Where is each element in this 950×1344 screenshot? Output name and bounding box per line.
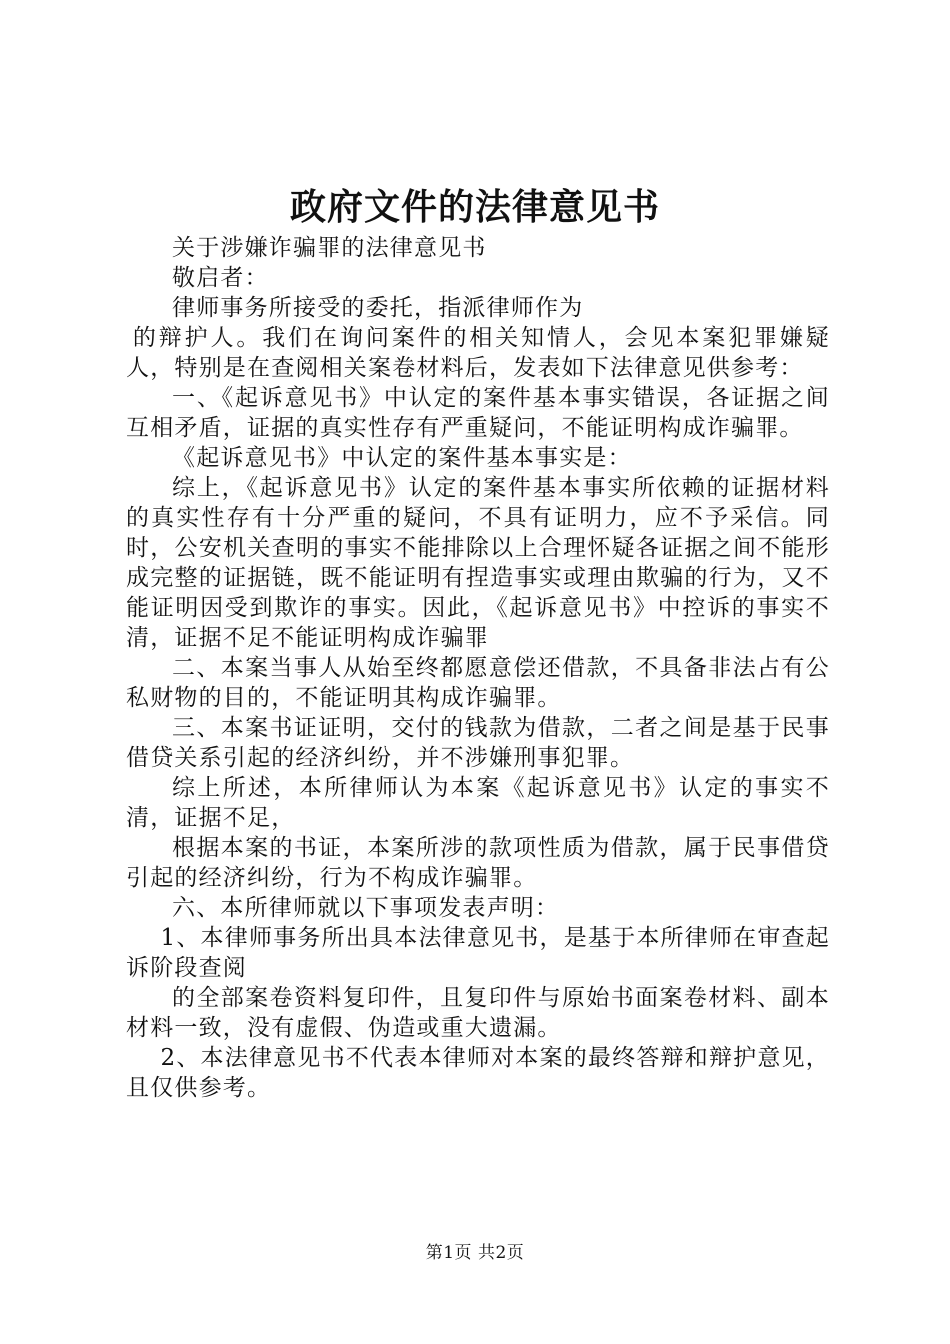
paragraph: 综上，《起诉意见书》认定的案件基本事实所依赖的证据材料的真实性存有十分严重的疑问，不具有证明力，应不予采信。同时，公安机关查明的事实不能排除以上合理怀疑各证据之间不能形成完整的证据链，既不能证明有捏造事实或理由欺骗的行为，又不能证明因受到欺诈的事实。因此，《起诉意见书》中控诉的事实不清，证据不足不能证明构成诈骗罪 [126, 475, 830, 651]
paragraph: 根据本案的书证，本案所涉的款项性质为借款，属于民事借贷引起的经济纠纷，行为不构成诈骗罪。 [126, 835, 830, 891]
document-body [126, 233, 830, 1103]
document-title: 政府文件的法律意见书 [289, 186, 660, 228]
paragraph-salutation: 敬启者： [172, 265, 269, 291]
paragraph: 2、本法律意见书不代表本律师对本案的最终答辩和辩护意见，且仅供参考。 [126, 1045, 830, 1101]
paragraph-subject: 关于涉嫌诈骗罪的法律意见书 [172, 235, 487, 261]
paragraph: 1、本律师事务所出具本法律意见书，是基于本所律师在审查起诉阶段查阅 [126, 925, 830, 981]
paragraph: 一、《起诉意见书》中认定的案件基本事实错误，各证据之间互相矛盾，证据的真实性存有严重疑问，不能证明构成诈骗罪。 [126, 385, 830, 441]
paragraph: 的辩护人。我们在询问案件的相关知情人，会见本案犯罪嫌疑人，特别是在查阅相关案卷材料后，发表如下法律意见供参考： [126, 325, 830, 381]
paragraph: 《起诉意见书》中认定的案件基本事实是： [172, 445, 632, 471]
paragraph: 三、本案书证证明，交付的钱款为借款，二者之间是基于民事借贷关系引起的经济纠纷，并不涉嫌刑事犯罪。 [126, 715, 830, 771]
paragraph: 二、本案当事人从始至终都愿意偿还借款，不具备非法占有公私财物的目的，不能证明其构成诈骗罪。 [126, 655, 830, 711]
paragraph: 律师事务所接受的委托，指派律师作为 [172, 295, 584, 321]
paragraph: 的全部案卷资料复印件，且复印件与原始书面案卷材料、副本材料一致，没有虚假、伪造或重大遗漏。 [126, 985, 830, 1041]
paragraph: 综上所述，本所律师认为本案《起诉意见书》认定的事实不清，证据不足， [126, 775, 830, 831]
page-footer: 第1页 共2页 [425, 1243, 525, 1263]
paragraph: 六、本所律师就以下事项发表声明： [172, 895, 560, 921]
